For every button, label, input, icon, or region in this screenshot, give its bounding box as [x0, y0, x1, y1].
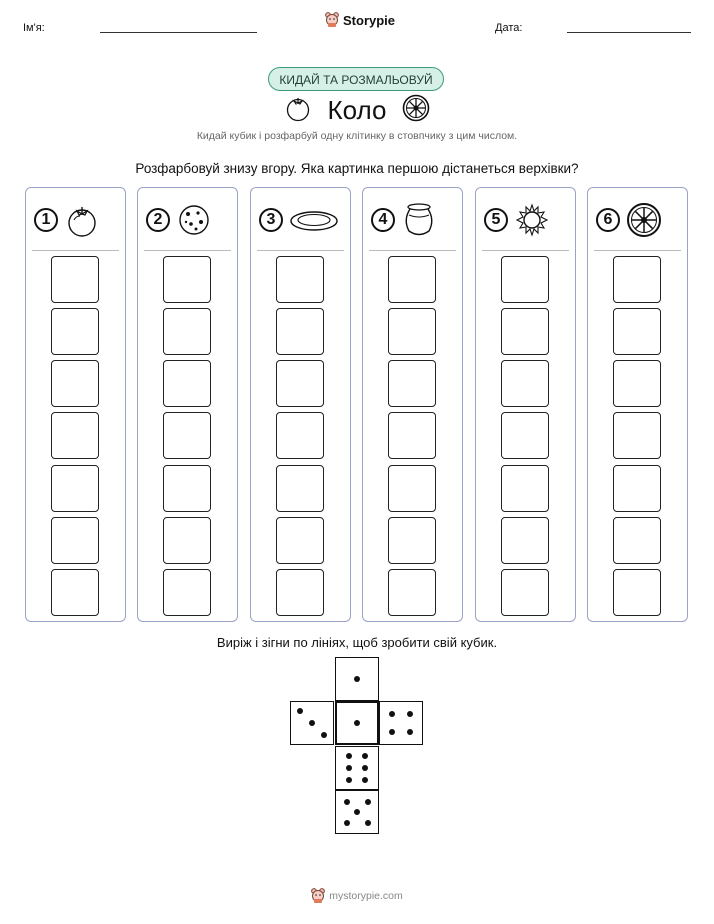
coloring-cell[interactable] [276, 360, 324, 407]
column-divider [32, 250, 119, 251]
brand-logo [325, 12, 395, 28]
die-pip [362, 753, 368, 759]
die-pip [354, 720, 360, 726]
date-label: Дата: [495, 22, 523, 34]
coloring-cell[interactable] [613, 569, 661, 616]
coloring-cell[interactable] [613, 412, 661, 459]
coloring-cell[interactable] [276, 308, 324, 355]
column-number: 5 [484, 208, 508, 232]
die-pip [365, 799, 371, 805]
coloring-cell[interactable] [163, 569, 211, 616]
coloring-cell[interactable] [501, 517, 549, 564]
column-number: 2 [146, 208, 170, 232]
die-pip [407, 729, 413, 735]
die-pip [389, 711, 395, 717]
activity-badge: КИДАЙ ТА РОЗМАЛЬОВУЙ [268, 67, 444, 91]
coloring-cell[interactable] [501, 569, 549, 616]
coloring-cell[interactable] [613, 256, 661, 303]
column-2 [137, 187, 238, 622]
column-4 [362, 187, 463, 622]
column-divider [369, 250, 456, 251]
wheel-icon [626, 202, 662, 238]
coloring-cell[interactable] [388, 412, 436, 459]
coloring-cell[interactable] [276, 256, 324, 303]
die-pip [344, 799, 350, 805]
subtitle: Кидай кубик і розфарбуй одну клітинку в стовпчику з цим числом. [196, 130, 518, 142]
coloring-cell[interactable] [51, 517, 99, 564]
die-pip [346, 765, 352, 771]
coloring-cell[interactable] [276, 465, 324, 512]
coloring-cell[interactable] [163, 412, 211, 459]
die-face [335, 790, 379, 834]
coloring-cell[interactable] [388, 256, 436, 303]
coloring-cell[interactable] [51, 308, 99, 355]
coloring-cell[interactable] [388, 308, 436, 355]
coloring-cell[interactable] [163, 308, 211, 355]
coloring-cell[interactable] [51, 360, 99, 407]
die-pip [309, 720, 315, 726]
die-pip [362, 777, 368, 783]
die-pip [389, 729, 395, 735]
die-pip [407, 711, 413, 717]
bear-logo-icon [311, 888, 325, 904]
die-face [290, 701, 334, 745]
column-divider [144, 250, 231, 251]
tomato-icon [64, 202, 100, 238]
footer [0, 888, 714, 904]
die-pip [321, 732, 327, 738]
coloring-cell[interactable] [51, 412, 99, 459]
coloring-cell[interactable] [163, 256, 211, 303]
name-label: Ім'я: [23, 22, 45, 34]
page-title: Коло [327, 95, 387, 125]
coloring-cell[interactable] [276, 517, 324, 564]
cookie-icon [176, 202, 212, 238]
column-6 [587, 187, 688, 622]
die-pip [365, 820, 371, 826]
instruction: Розфарбовуй знизу вгору. Яка картинка першою дістанеться верхівки? [135, 161, 579, 176]
column-number: 1 [34, 208, 58, 232]
column-divider [482, 250, 569, 251]
footer-url: mystorypie.com [329, 890, 403, 902]
die-face [335, 746, 379, 790]
column-divider [594, 250, 681, 251]
cut-instruction: Виріж і зігни по лініях, щоб зробити свій кубик. [216, 635, 498, 650]
coloring-cell[interactable] [501, 360, 549, 407]
die-pip [297, 708, 303, 714]
coloring-cell[interactable] [388, 360, 436, 407]
date-line [567, 32, 691, 33]
column-1 [25, 187, 126, 622]
coloring-cell[interactable] [501, 465, 549, 512]
coloring-cell[interactable] [51, 465, 99, 512]
die-net [290, 657, 424, 835]
die-face [335, 701, 379, 745]
column-divider [257, 250, 344, 251]
die-pip [346, 753, 352, 759]
coloring-cell[interactable] [163, 360, 211, 407]
coloring-cell[interactable] [501, 412, 549, 459]
coloring-cell[interactable] [276, 412, 324, 459]
coloring-cell[interactable] [163, 465, 211, 512]
sun-icon [514, 202, 550, 238]
die-pip [354, 809, 360, 815]
coloring-cell[interactable] [388, 517, 436, 564]
column-number: 4 [371, 208, 395, 232]
wheel-icon [402, 94, 430, 122]
die-pip [362, 765, 368, 771]
coloring-cell[interactable] [163, 517, 211, 564]
die-pip [344, 820, 350, 826]
pot-icon [401, 200, 437, 240]
die-face [335, 657, 379, 701]
column-3 [250, 187, 351, 622]
column-number: 6 [596, 208, 620, 232]
bear-logo-icon [325, 12, 339, 28]
coloring-cell[interactable] [501, 308, 549, 355]
coloring-cell[interactable] [613, 360, 661, 407]
brand-name: Storypie [343, 12, 396, 28]
coloring-cell[interactable] [613, 308, 661, 355]
coloring-cell[interactable] [388, 465, 436, 512]
coloring-cell[interactable] [51, 569, 99, 616]
coloring-cell[interactable] [613, 517, 661, 564]
name-line [100, 32, 257, 33]
plate-icon [289, 202, 339, 238]
die-face [379, 701, 423, 745]
coloring-cell[interactable] [501, 256, 549, 303]
column-number: 3 [259, 208, 283, 232]
coloring-cell[interactable] [388, 569, 436, 616]
coloring-cell[interactable] [51, 256, 99, 303]
coloring-cell[interactable] [613, 465, 661, 512]
die-pip [354, 676, 360, 682]
die-pip [346, 777, 352, 783]
column-5 [475, 187, 576, 622]
coloring-cell[interactable] [276, 569, 324, 616]
